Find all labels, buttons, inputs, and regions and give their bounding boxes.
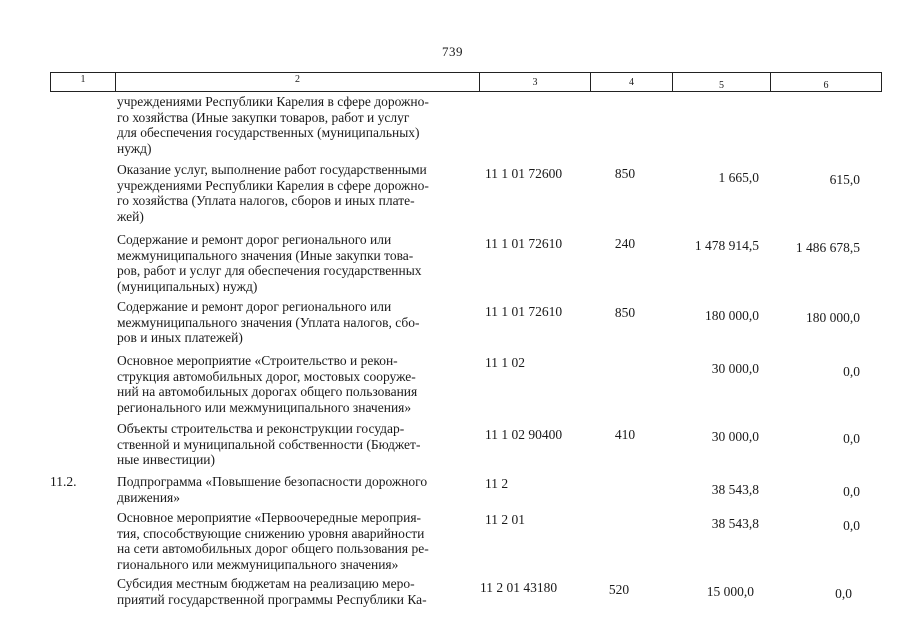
row-code: 11 1 01 72610 <box>485 236 563 251</box>
description-line: на сети автомобильных дорог общего пользования ре- <box>117 541 429 556</box>
row-value-col5: 30 000,0 <box>711 429 759 444</box>
row-value-col6: 0,0 <box>843 518 860 533</box>
description-line: струкция автомобильных дорог, мостовых сооруже- <box>117 368 416 384</box>
description-line: приятий государственной программы Республики Ка- <box>117 591 427 607</box>
column-header-4: 4 <box>591 73 673 91</box>
row-expense-type: 850 <box>614 305 636 320</box>
description-line: Содержание и ремонт дорог регионального или <box>117 299 392 314</box>
row-value-col6: 0,0 <box>843 431 860 446</box>
row-description <box>117 576 472 607</box>
row-description <box>117 353 472 415</box>
row-expense-type: 850 <box>614 166 636 181</box>
row-code: 11 2 01 43180 <box>480 580 558 595</box>
row-description <box>117 94 472 156</box>
description-line: Подпрограмма «Повышение безопасности дорожного <box>117 474 428 489</box>
description-line: движения» <box>117 489 181 505</box>
description-line: для обеспечения государственных (муниципальных) <box>117 125 420 140</box>
description-line: нужд) <box>117 140 152 156</box>
row-code: 11 2 <box>485 476 509 491</box>
description-line: тия, способствующие снижению уровня аварийности <box>117 525 425 541</box>
row-value-col5: 15 000,0 <box>706 584 754 599</box>
description-line: Содержание и ремонт дорог регионального или <box>117 232 392 247</box>
row-description <box>117 510 472 572</box>
row-description <box>117 474 472 505</box>
description-line: учреждениями Республики Карелия в сфере дорожно- <box>117 177 429 193</box>
row-value-col6: 615,0 <box>829 172 860 187</box>
description-line: Субсидия местным бюджетам на реализацию меро- <box>117 576 415 591</box>
row-value-col6: 0,0 <box>843 484 860 499</box>
description-line: (муниципальных) нужд) <box>117 278 258 294</box>
description-line: Основное мероприятие «Первоочередные мероприя- <box>117 510 422 525</box>
description-line: межмуниципального значения (Уплата налогов, сбо- <box>117 314 420 330</box>
description-line: регионального или межмуниципального значения» <box>117 399 412 415</box>
row-value-col6: 180 000,0 <box>806 310 860 325</box>
description-line: ные инвестиции) <box>117 452 216 467</box>
row-value-col5: 1 665,0 <box>718 170 759 185</box>
row-description <box>117 421 472 468</box>
row-code: 11 1 01 72610 <box>485 304 563 319</box>
row-value-col5: 38 543,8 <box>711 482 759 497</box>
column-header-3: 3 <box>480 73 591 91</box>
row-code: 11 2 01 <box>485 512 525 527</box>
row-value-col6: 0,0 <box>835 586 852 601</box>
row-expense-type: 240 <box>614 236 636 251</box>
description-line: ственной и муниципальной собственности (Бюджет- <box>117 436 421 452</box>
description-line: го хозяйства (Уплата налогов, сборов и иных плате- <box>117 193 415 208</box>
row-description <box>117 232 472 294</box>
page-number: 739 <box>442 44 463 59</box>
row-value-col5: 38 543,8 <box>711 516 759 531</box>
row-code: 11 1 02 90400 <box>485 427 563 442</box>
column-header-5: 5 <box>673 73 771 91</box>
column-header-2: 2 <box>116 73 480 91</box>
column-header-1: 1 <box>51 73 116 91</box>
row-description <box>117 162 472 224</box>
description-line: учреждениями Республики Карелия в сфере дорожно- <box>117 94 429 109</box>
description-line: Основное мероприятие «Строительство и рекон- <box>117 353 398 368</box>
description-line: Объекты строительства и реконструкции государ- <box>117 421 405 436</box>
row-value-col5: 30 000,0 <box>711 361 759 376</box>
description-line: жей) <box>117 208 144 224</box>
row-value-col5: 1 478 914,5 <box>694 238 759 253</box>
row-value-col6: 0,0 <box>843 364 860 379</box>
description-line: ний на автомобильных дорогах общего пользования <box>117 384 418 399</box>
description-line: Оказание услуг, выполнение работ государственными <box>117 162 427 177</box>
row-value-col6: 1 486 678,5 <box>795 240 860 255</box>
description-line: го хозяйства (Иные закупки товаров, работ и услуг <box>117 109 410 125</box>
row-code: 11 1 01 72600 <box>485 166 563 181</box>
row-description <box>117 299 472 346</box>
row-expense-type: 520 <box>608 582 630 597</box>
description-line: ров и иных платежей) <box>117 330 243 345</box>
description-line: ров, работ и услуг для обеспечения государственных <box>117 263 422 278</box>
row-expense-type: 410 <box>614 427 636 442</box>
row-value-col5: 180 000,0 <box>705 308 759 323</box>
column-header-6: 6 <box>823 80 829 91</box>
row-number: 11.2. <box>50 474 77 489</box>
description-line: межмуниципального значения (Иные закупки това- <box>117 247 414 263</box>
description-line: гионального или межмуниципального значения» <box>117 556 399 572</box>
row-code: 11 1 02 <box>485 355 525 370</box>
table-column-header-row <box>50 72 882 92</box>
